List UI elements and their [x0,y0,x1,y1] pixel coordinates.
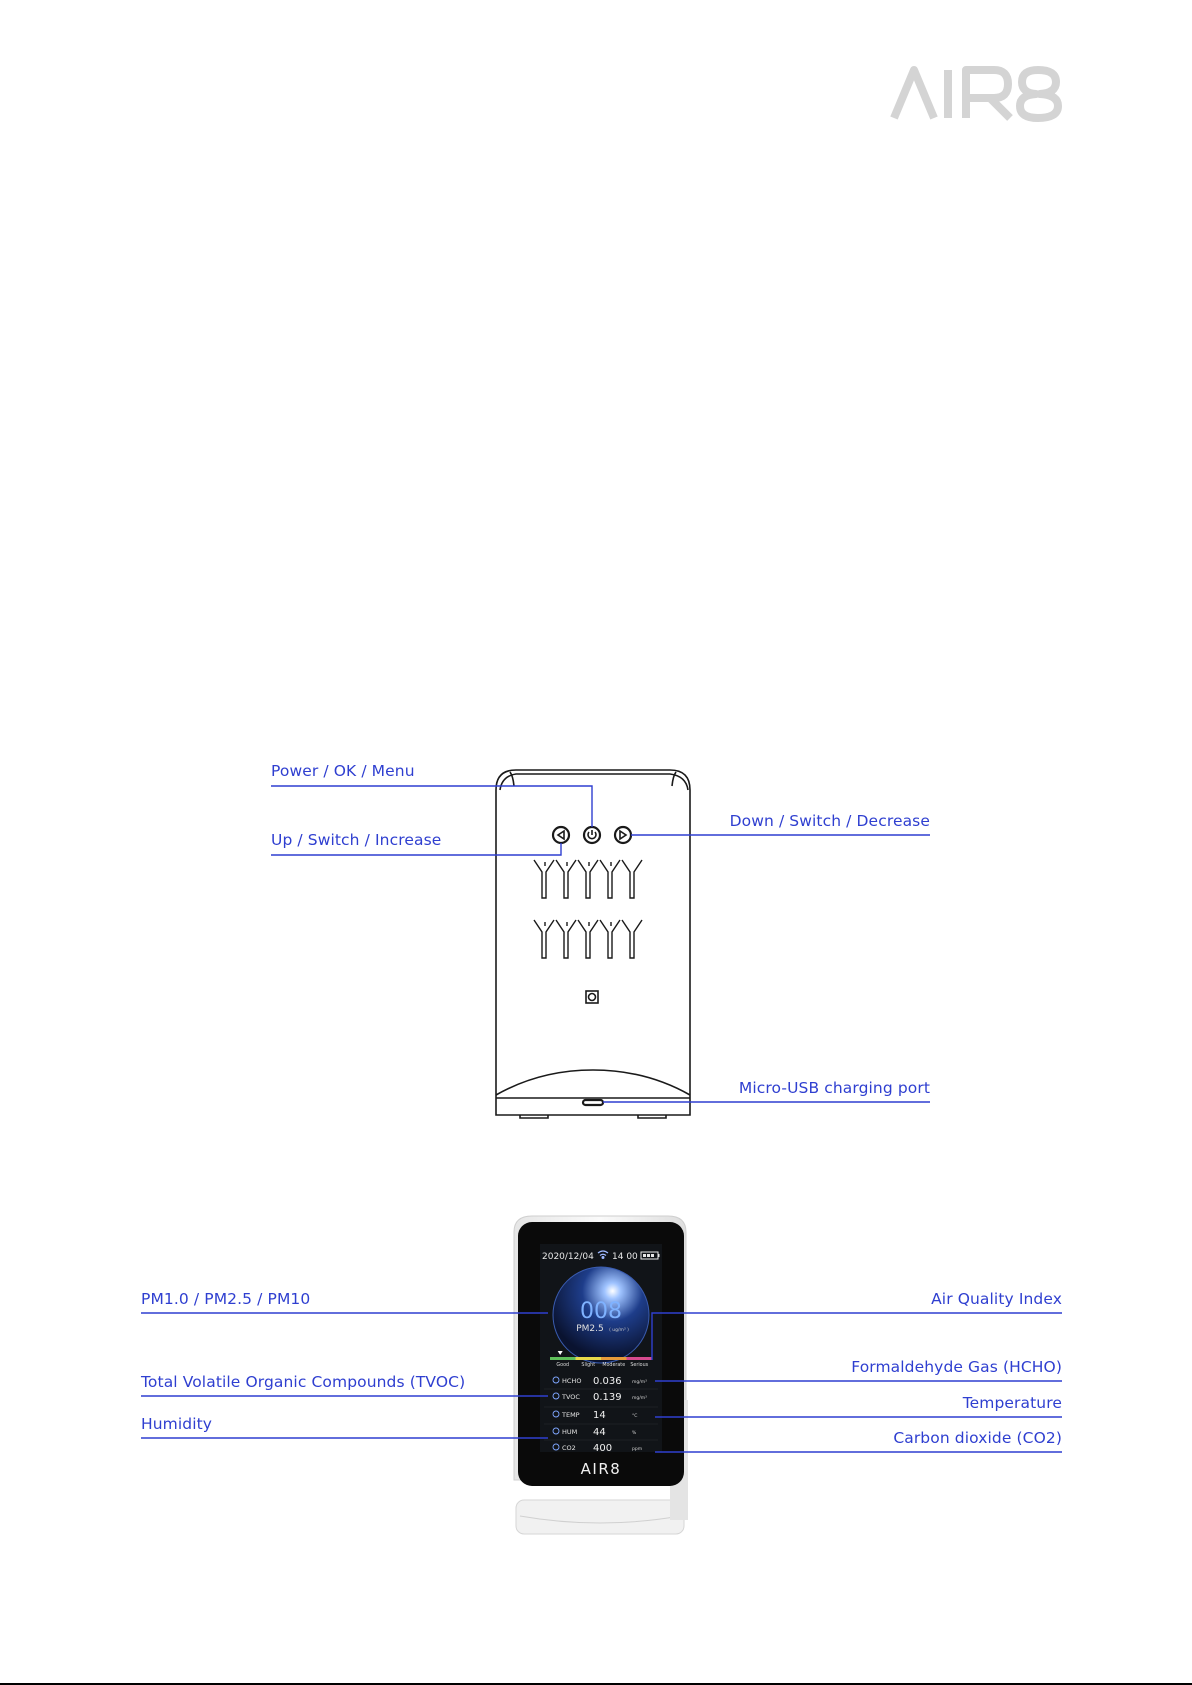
reading-unit: °C [632,1414,638,1419]
temperature-callout: Temperature [962,1394,1062,1412]
pm-main-unit: ( ug/m³ ) [609,1328,629,1333]
aqi-scale-segment [601,1357,627,1360]
bezel-logo: AIR8 [580,1460,622,1478]
reading-label: CO2 [562,1444,576,1452]
reading-label: HUM [562,1428,578,1436]
reading-label: HCHO [562,1377,582,1385]
aqi-scale-segment [576,1357,602,1360]
reading-label: TEMP [562,1411,580,1419]
device-front-body [514,1216,688,1534]
aqi-scale-label: Moderate [602,1363,626,1368]
aqi-scale-label: Serious [630,1363,649,1368]
co2-callout: Carbon dioxide (CO2) [893,1429,1062,1447]
humidity-callout: Humidity [141,1415,213,1433]
power-callout: Power / OK / Menu [271,762,415,780]
reading-value: 0.139 [593,1392,622,1403]
reading-label: TVOC [562,1393,580,1401]
aqi-scale-label: Slight [581,1363,596,1368]
reading-value: 14 [593,1410,606,1421]
reading-unit: mg/m³ [632,1380,647,1385]
lcd-date: 2020/12/04 [542,1252,594,1262]
usb-callout: Micro-USB charging port [738,1079,930,1097]
lcd-time: 14 00 [612,1252,638,1262]
reading-value: 400 [593,1443,613,1454]
down-callout: Down / Switch / Decrease [729,812,930,830]
pm-callout: PM1.0 / PM2.5 / PM10 [141,1290,311,1308]
aqi-callout: Air Quality Index [931,1290,1062,1308]
tvoc-callout: Total Volatile Organic Compounds (TVOC) [141,1373,466,1391]
pm-main-label: PM2.5 [576,1324,604,1334]
up-callout: Up / Switch / Increase [271,831,442,849]
aqi-scale-label: Good [556,1363,570,1368]
pm-main-value: 008 [580,1299,622,1324]
reading-unit: mg/m³ [632,1396,647,1401]
reading-unit: % [632,1431,637,1436]
reading-value: 44 [593,1427,606,1438]
aqi-scale-segment [550,1357,576,1360]
hcho-callout: Formaldehyde Gas (HCHO) [851,1358,1062,1376]
reading-value: 0.036 [593,1376,622,1387]
aqi-scale-segment [627,1357,653,1360]
reading-unit: ppm [632,1447,643,1452]
